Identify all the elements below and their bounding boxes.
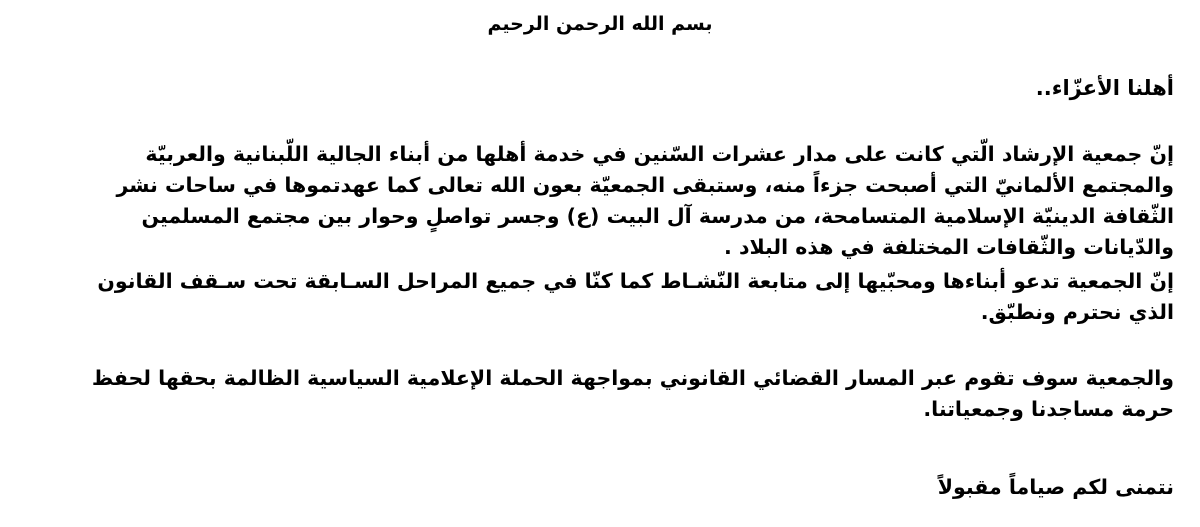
paragraph-1: إنّ جمعية الإرشاد الّتي كانت على مدار عشرات السّنين في خدمة أهلها من أبناء الجالية اللّبنانية والعربيّة والمجتمع الألمانيّ التي أصبحت جزءاً منه، وستبقى الجمعيّة بعون الله تعالى كما عهدتموها في ساحات نشر الثّقافة الدينيّة الإسلامية المتسامحة، من مدرسة آل البيت (ع) وجسر تواصلٍ وحوار بين مجتمع المسلمين والدّيانات والثّقافات المختلفة في هذه البلاد . [116,142,1174,259]
paragraph-3: والجمعية سوف تقوم عبر المسار القضائي القانوني بمواجهة الحملة الإعلامية السياسية الظالمة بحقها لحفظ حرمة مساجدنا وجمعياتنا. [91,366,1174,421]
paragraph-2: إنّ الجمعية تدعو أبناءها ومحبّيها إلى متابعة النّشـاط كما كنّا في جميع المراحل السـابقة تحت سـقف القانون الذي نحترم ونطبّق. [97,269,1174,324]
closing-line: نتمنى لكم صياماً مقبولاً [937,475,1174,499]
greeting: أهلنا الأعزّاء.. [1035,76,1174,100]
document-title: بسم الله الرحمن الرحيم [487,13,713,35]
